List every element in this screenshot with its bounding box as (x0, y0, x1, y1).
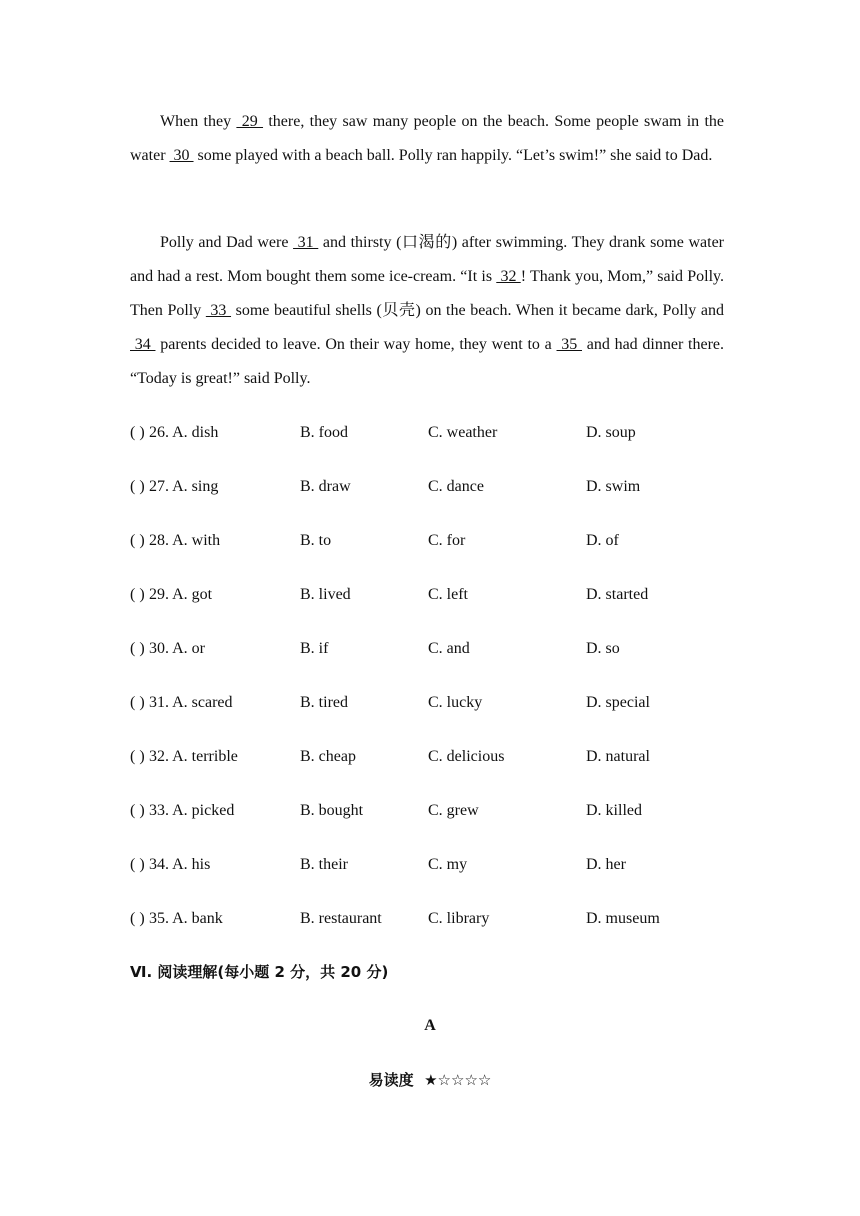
question-number-option-a: 28. A. with (149, 532, 221, 549)
passage-text: and had dinner there. “Today is great!” said Polly. (130, 336, 725, 387)
blank-31: 31 (293, 234, 319, 251)
question-row (130, 691, 730, 715)
answer-bracket: ( ) (130, 856, 145, 873)
option-c: C. weather (428, 424, 498, 441)
answer-bracket: ( ) (130, 586, 145, 603)
option-c: C. library (428, 910, 490, 927)
answer-bracket: ( ) (130, 640, 145, 657)
difficulty-stars-icon: ★☆☆☆☆ (424, 1071, 492, 1089)
option-d: D. killed (586, 802, 642, 819)
passage-text: Polly and Dad were (160, 234, 294, 251)
blank-30: 30 (169, 147, 194, 164)
question-number-option-a: 31. A. scared (149, 694, 233, 711)
passage-text: and thirsty (口渴的) after swimming. They drank some water and had a rest. Mom bought them some ice-cream. “It is (130, 234, 724, 285)
answer-bracket: ( ) (130, 424, 145, 441)
option-c: C. dance (428, 478, 484, 495)
part-label: A (424, 1017, 436, 1034)
answer-bracket: ( ) (130, 694, 145, 711)
option-d: D. her (586, 856, 626, 873)
option-c: C. lucky (428, 694, 483, 711)
question-row (130, 907, 730, 931)
section-title: Ⅵ. 阅读理解(每小题 2 分，共 20 分) (130, 963, 389, 981)
blank-33: 33 (205, 302, 232, 319)
difficulty-rating (0, 1068, 860, 1092)
passage-text: there, they saw many people on the beach. Some people swam in the water (130, 113, 725, 164)
passage-text: ! Thank you, Mom,” said Polly. Then Polly (130, 268, 725, 319)
blank-35: 35 (556, 336, 582, 353)
passage-text: parents decided to leave. On their way home, they went to a (155, 336, 557, 353)
option-b: B. to (300, 532, 332, 549)
passage-text: When they (160, 113, 237, 130)
question-number-option-a: 35. A. bank (149, 910, 223, 927)
option-b: B. bought (300, 802, 364, 819)
option-c: C. left (428, 586, 468, 603)
blank-34: 34 (130, 336, 156, 353)
question-row (130, 745, 730, 769)
option-b: B. tired (300, 694, 348, 711)
difficulty-label: 易读度 (368, 1071, 414, 1089)
question-number-option-a: 30. A. or (149, 640, 205, 657)
answer-bracket: ( ) (130, 532, 145, 549)
answer-bracket: ( ) (130, 748, 145, 765)
question-number-option-a: 32. A. terrible (149, 748, 238, 765)
option-d: D. special (586, 694, 650, 711)
question-row (130, 421, 730, 445)
option-d: D. swim (586, 478, 641, 495)
option-d: D. started (586, 586, 649, 603)
option-b: B. food (300, 424, 348, 441)
question-row (130, 475, 730, 499)
question-row (130, 583, 730, 607)
question-number-option-a: 26. A. dish (149, 424, 219, 441)
question-row (130, 529, 730, 553)
option-d: D. so (586, 640, 620, 657)
question-row (130, 799, 730, 823)
question-row (130, 637, 730, 661)
answer-bracket: ( ) (130, 478, 145, 495)
option-c: C. and (428, 640, 470, 657)
option-c: C. delicious (428, 748, 505, 765)
passage-text: some played with a beach ball. Polly ran happily. “Let’s swim!” she said to Dad. (193, 147, 713, 164)
option-b: B. their (300, 856, 348, 873)
option-b: B. lived (300, 586, 351, 603)
passage-paragraph-1 (130, 105, 724, 173)
option-d: D. of (586, 532, 619, 549)
question-number-option-a: 29. A. got (149, 586, 213, 603)
blank-29: 29 (236, 113, 264, 130)
option-c: C. for (428, 532, 466, 549)
option-c: C. my (428, 856, 468, 873)
blank-32: 32 (496, 268, 521, 285)
option-d: D. soup (586, 424, 636, 441)
question-row (130, 853, 730, 877)
question-number-option-a: 33. A. picked (149, 802, 235, 819)
question-number-option-a: 27. A. sing (149, 478, 219, 495)
question-number-option-a: 34. A. his (149, 856, 211, 873)
passage-paragraph-2 (130, 226, 724, 396)
option-d: D. natural (586, 748, 650, 765)
option-b: B. if (300, 640, 329, 657)
answer-bracket: ( ) (130, 910, 145, 927)
option-b: B. cheap (300, 748, 356, 765)
option-b: B. restaurant (300, 910, 382, 927)
option-b: B. draw (300, 478, 351, 495)
passage-text: some beautiful shells (贝壳) on the beach. When it became dark, Polly and (231, 302, 725, 319)
option-d: D. museum (586, 910, 660, 927)
option-c: C. grew (428, 802, 479, 819)
answer-bracket: ( ) (130, 802, 145, 819)
